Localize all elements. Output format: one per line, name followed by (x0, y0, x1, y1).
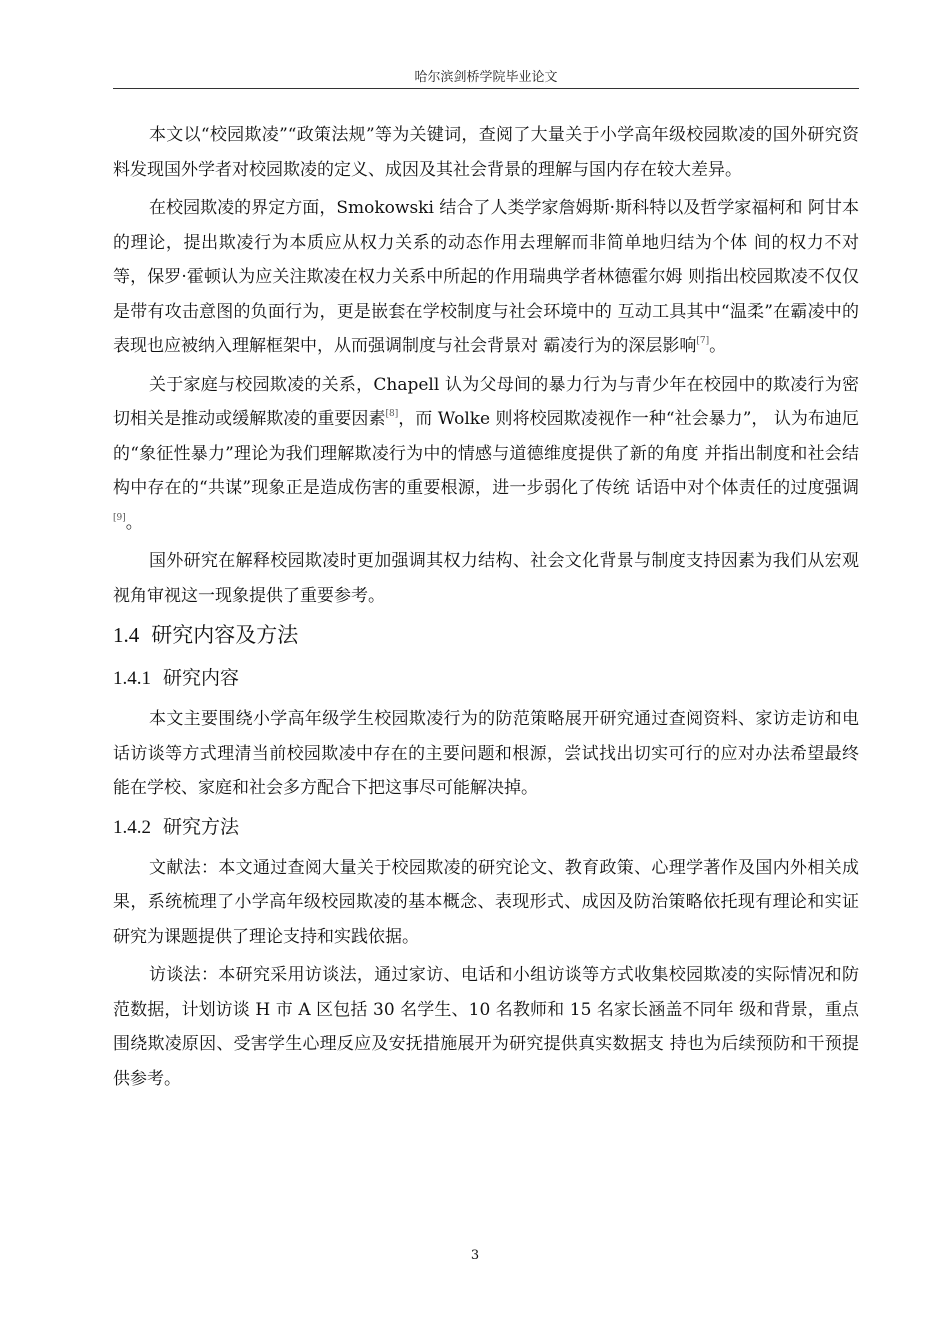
paragraph-definition-text: 在校园欺凌的界定方面，Smokowski 结合了人类学家詹姆斯·斯科特以及哲学家福柯和 阿甘本的理论，提出欺凌行为本质应从权力关系的动态作用去理解而非简单地归结为个体 间的权力不对等，保罗·霍顿认为应关注欺凌在权力关系中所起的作用瑞典学者林德霍尔姆 则指出校园欺凌不仅仅是带有攻击意图的负面行为，更是嵌套在学校制度与社会环境中的 互动工具其中“温柔”在霸凌中的表现也应被纳入理解框架中，从而强调制度与社会背景对 霸凌行为的深层影响 (113, 198, 859, 356)
paragraph-keywords: 本文以“校园欺凌”“政策法规”等为关键词，查阅了大量关于小学高年级校园欺凌的国外研究资料发现国外学者对校园欺凌的定义、成因及其社会背景的理解与国内存在较大差异。 (113, 125, 859, 180)
paragraph-interview-method: 访谈法：本研究采用访谈法，通过家访、电话和小组访谈等方式收集校园欺凌的实际情况和防范数据，计划访谈 H 市 A 区包括 30 名学生、10 名教师和 15 名家长涵盖不同年 级和背景，重点围绕欺凌原因、受害学生心理反应及安抚措施展开为研究提供真实数据支 持也为后续预防和干预提供参考。 (113, 965, 859, 1089)
paragraph-summary: 国外研究在解释校园欺凌时更加强调其权力结构、社会文化背景与制度支持因素为我们从宏观视角审视这一现象提供了重要参考。 (113, 551, 859, 606)
document-body (113, 118, 859, 1100)
subsection-number: 1.4.2 (113, 816, 151, 838)
citation-8: [8] (385, 409, 399, 419)
section-title: 研究内容及方法 (151, 623, 299, 647)
subsection-heading-1-4-2 (113, 810, 859, 845)
paragraph-family-end: 。 (125, 512, 143, 533)
paragraph-family (113, 368, 859, 541)
subsection-number: 1.4.1 (113, 668, 151, 689)
paragraph-family-text-a: 关于家庭与校园欺凌的关系，Chapell 认为父母间的暴力行为与青少年在校园中的欺凌行为密切相关是推动或缓解欺凌的重要因素 (113, 374, 859, 429)
paragraph-definition-end: 。 (709, 336, 727, 356)
paragraph-literature-method: 文献法：本文通过查阅大量关于校园欺凌的研究论文、教育政策、心理学著作及国内外相关成果，系统梳理了小学高年级校园欺凌的基本概念、表现形式、成因及防治策略依托现有理论和实证研究为课题提供了理论支持和实践依据。 (113, 857, 859, 947)
subsection-title: 研究方法 (163, 815, 240, 838)
page-number: 3 (470, 1248, 480, 1263)
citation-9: [9] (113, 512, 126, 523)
paragraph-definition (113, 191, 859, 364)
subsection-heading-1-4-1 (113, 661, 859, 696)
subsection-title: 研究内容 (163, 667, 240, 689)
section-heading-1-4 (113, 617, 859, 653)
paragraph-family-text-b: ，而 Wolke 则将校园欺凌视作一种“社会暴力”， 认为布迪厄的“象征性暴力”理论为我们理解欺凌行为中的情感与道德维度提供了新的角度 并指出制度和社会结构中存在的“共谋”现象正是造成伤害的重要根源，进一步弱化了传统 话语中对个体责任的过度强调 (113, 409, 859, 498)
citation-7: [7] (696, 336, 710, 346)
page-header-title: 哈尔滨剑桥学院毕业论文 (414, 70, 558, 85)
header-divider (113, 88, 859, 89)
paragraph-research-content: 本文主要围绕小学高年级学生校园欺凌行为的防范策略展开研究通过查阅资料、家访走访和电话访谈等方式理清当前校园欺凌中存在的主要问题和根源，尝试找出切实可行的应对办法希望最终能在学校、家庭和社会多方配合下把这事尽可能解决掉。 (113, 709, 859, 798)
section-number: 1.4 (113, 623, 140, 647)
